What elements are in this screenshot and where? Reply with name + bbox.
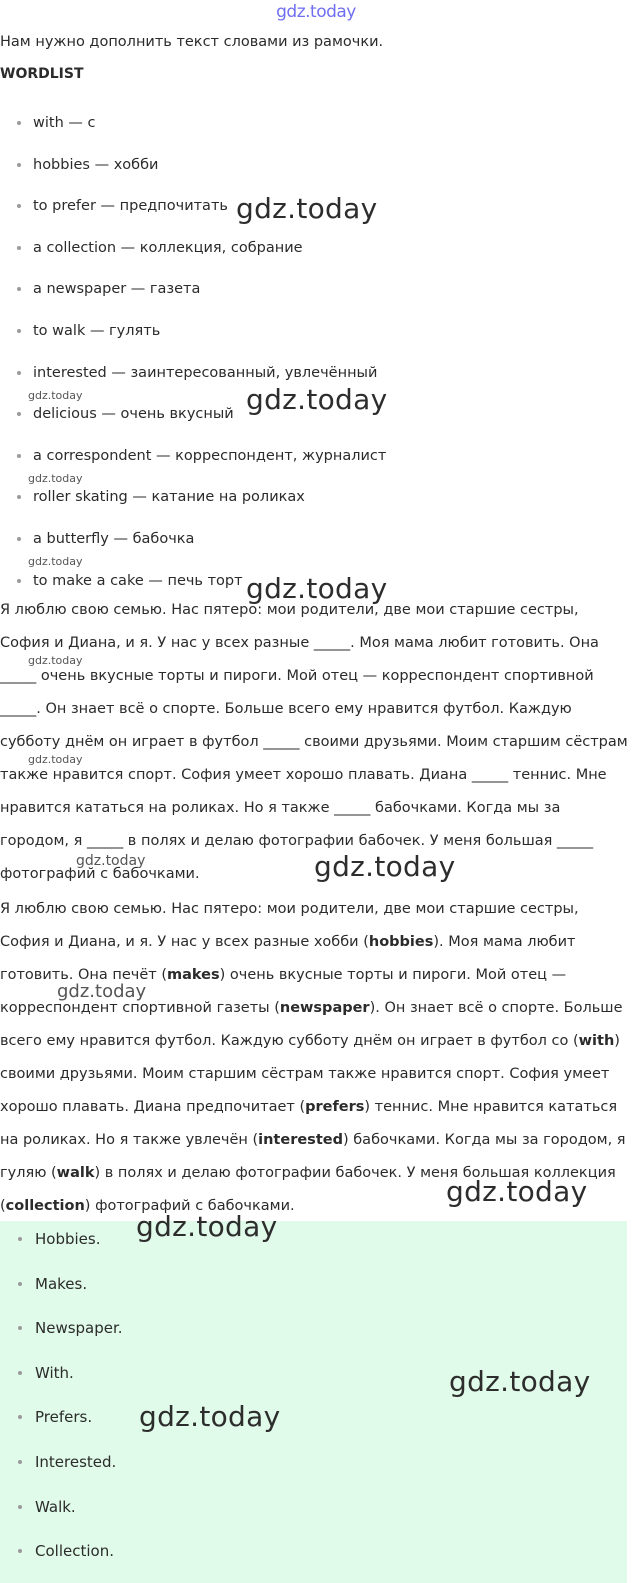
watermark: gdz.today (136, 1210, 278, 1243)
wordlist-item (0, 359, 386, 401)
watermark: gdz.today (446, 1175, 588, 1208)
wordlist-item (0, 275, 386, 317)
wordlist-item (0, 151, 386, 193)
answer-item-text: Collection. (35, 1542, 114, 1561)
wordlist (0, 109, 386, 608)
answer-word: with (578, 1033, 615, 1049)
bullet-icon (17, 163, 21, 167)
bullet-icon (18, 1505, 22, 1509)
wordlist-item-text: a butterfly — бабочка (33, 530, 195, 547)
watermark: gdz.today (449, 1365, 591, 1398)
answer-item (0, 1448, 627, 1493)
answer-text-segment: ) фотографий с бабочками. (84, 1198, 295, 1214)
watermark: gdz.today (57, 981, 147, 1002)
watermark: gdz.today (28, 654, 83, 667)
bullet-icon (17, 204, 21, 208)
watermark: gdz.today (236, 192, 378, 225)
watermark: gdz.today (139, 1400, 281, 1433)
wordlist-item (0, 400, 386, 442)
wordlist-item-text: to walk — гулять (33, 322, 161, 339)
watermark: gdz.today (28, 555, 83, 568)
bullet-icon (17, 495, 21, 499)
answers-box (0, 1221, 627, 1583)
bullet-icon (17, 246, 21, 250)
wordlist-item (0, 192, 386, 234)
answer-word: newspaper (279, 1000, 370, 1016)
answer-word: collection (5, 1198, 85, 1214)
bullet-icon (17, 121, 21, 125)
watermark: gdz.today (246, 383, 388, 416)
wordlist-item-text: a correspondent — корреспондент, журналист (33, 447, 387, 464)
site-logo[interactable]: gdz.today (276, 2, 356, 22)
wordlist-item-text: to make a cake — печь торт (33, 572, 243, 589)
bullet-icon (17, 287, 21, 291)
wordlist-item-text: delicious — очень вкусный (33, 406, 234, 423)
watermark: gdz.today (76, 853, 146, 869)
answer-word: prefers (305, 1099, 365, 1115)
answer-item-text: Hobbies. (35, 1230, 101, 1248)
wordlist-item-text: hobbies — хобби (33, 156, 159, 173)
bullet-icon (17, 454, 21, 458)
answers-list (0, 1221, 627, 1582)
wordlist-item-text: a collection — коллекция, собрание (33, 239, 303, 256)
answer-word: interested (258, 1132, 343, 1148)
answer-item (0, 1403, 627, 1448)
task-text: Я люблю свою семью. Нас пятеро: мои родители, две мои старшие сестры, София и Диана, и я. У нас у всех разные _____. Моя мама любит готовить. Она _____ очень вкусные торты и пироги. Мой отец — корреспондент спортивной _____. Он знает всё о спорте. Больше всего ему нравится футбол. Каждую субботу днём он играет в футбол _____ своими друзьями. Моим старшим сёстрам также нравится спорт. София умеет хорошо плавать. Диана _____ теннис. Мне нравится кататься на роликах. Но я также _____ бабочками. Когда мы за городом, я _____ в полях и делаю фотографии бабочек. У меня большая _____ фотографий с бабочками. (0, 602, 628, 882)
wordlist-item-text: interested — заинтересованный, увлечённый (33, 364, 378, 381)
wordlist-heading: WORDLIST (0, 66, 84, 82)
answer-word: walk (56, 1165, 95, 1181)
answer-word: hobbies (368, 934, 434, 950)
answer-text-segment: ) бабочками. Когда мы за городом, я гуляю ( (0, 1132, 626, 1181)
answer-text-segment: ) теннис. Мне нравится кататься на роликах. Но я также увлечён ( (0, 1099, 618, 1148)
bullet-icon (18, 1237, 22, 1241)
task-instruction: Нам нужно дополнить текст словами из рамочки. (0, 34, 384, 50)
bullet-icon (18, 1460, 22, 1464)
bullet-icon (18, 1326, 22, 1330)
bullet-icon (17, 537, 21, 541)
bullet-icon (17, 371, 21, 375)
answer-item (0, 1537, 627, 1582)
answer-text-segment: ) своими друзьями. Моим старшим сёстрам также нравится спорт. София умеет хорошо плавать. Диана предпочитает ( (0, 1033, 620, 1115)
answer-text-segment: ) очень вкусные торты и пироги. Мой отец — корреспондент спортивной газеты ( (0, 967, 567, 1016)
answer-item (0, 1270, 627, 1315)
answer-text-segment: ). Моя мама любит готовить. Она печёт ( (0, 934, 576, 983)
bullet-icon (17, 579, 21, 583)
answer-text-segment: ). Он знает всё о спорте. Больше всего ему нравится футбол. Каждую субботу днём он играет в футбол со ( (0, 1000, 623, 1049)
bullet-icon (18, 1415, 22, 1419)
answer-text (0, 893, 628, 1223)
answer-item (0, 1225, 627, 1270)
wordlist-item-text: roller skating — катание на роликах (33, 489, 305, 506)
bullet-icon (18, 1371, 22, 1375)
watermark: gdz.today (314, 850, 456, 883)
wordlist-item-text: a newspaper — газета (33, 281, 201, 298)
wordlist-item (0, 109, 386, 151)
bullet-icon (17, 329, 21, 333)
wordlist-item-text: with — с (33, 115, 96, 131)
bullet-icon (17, 412, 21, 416)
wordlist-item (0, 525, 386, 567)
answer-text-segment: ) в полях и делаю фотографии бабочек. У меня большая коллекция ( (0, 1165, 616, 1214)
watermark: gdz.today (28, 389, 83, 402)
bullet-icon (18, 1282, 22, 1286)
answer-item-text: Interested. (35, 1452, 117, 1471)
answer-item-text: With. (35, 1363, 74, 1382)
answer-item-text: Walk. (35, 1497, 76, 1516)
wordlist-item-text: to prefer — предпочитать (33, 198, 228, 215)
wordlist-item (0, 442, 386, 484)
answer-word: makes (166, 967, 220, 983)
wordlist-item (0, 317, 386, 359)
watermark: gdz.today (28, 753, 83, 766)
wordlist-item (0, 483, 386, 525)
answer-item-text: Newspaper. (35, 1319, 123, 1338)
answer-item-text: Makes. (35, 1274, 88, 1293)
bullet-icon (18, 1549, 22, 1553)
wordlist-item (0, 234, 386, 276)
answer-item-text: Prefers. (35, 1408, 93, 1427)
answer-text-segment: Я люблю свою семью. Нас пятеро: мои родители, две мои старшие сестры, София и Диана, и я. У нас у всех разные хобби ( (0, 901, 579, 950)
answer-item (0, 1359, 627, 1404)
watermark: gdz.today (28, 472, 83, 485)
answer-item (0, 1314, 627, 1359)
answer-item (0, 1493, 627, 1538)
watermark: gdz.today (246, 572, 388, 605)
